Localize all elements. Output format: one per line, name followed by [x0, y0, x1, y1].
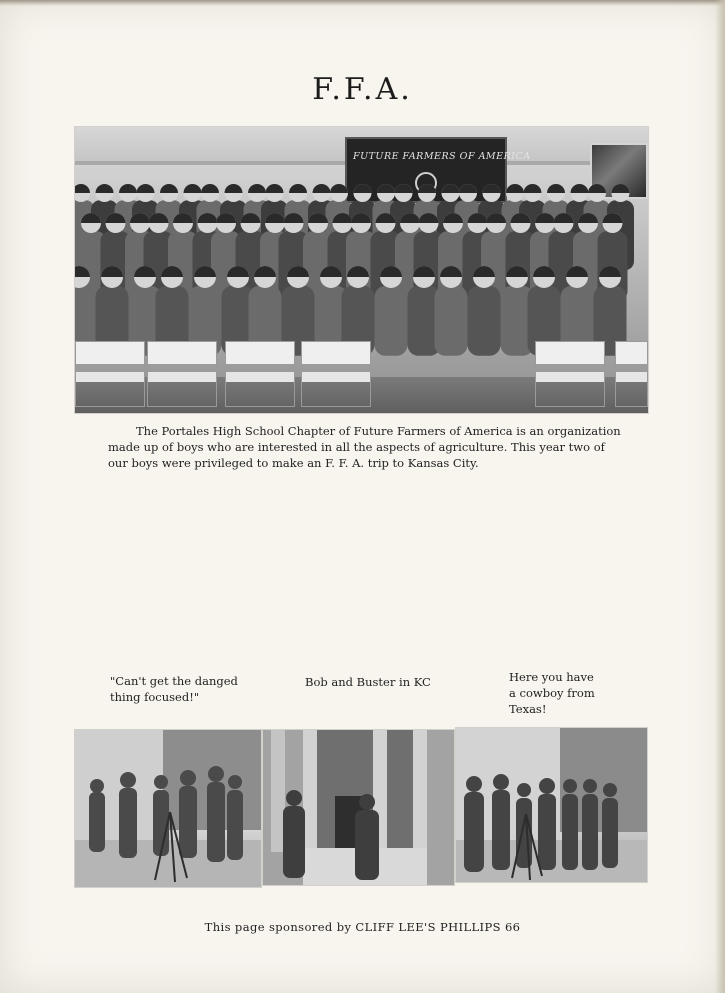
column: [413, 730, 427, 852]
student-hair: [459, 184, 477, 193]
student-hair: [184, 184, 202, 193]
page-title: F.F.A.: [312, 72, 413, 107]
student-hair: [201, 184, 219, 193]
photo-kc-scene: [263, 730, 454, 885]
student-hair: [313, 184, 331, 193]
student-hair: [571, 184, 589, 193]
chapter-description: [108, 423, 628, 471]
photo-bob-and-buster: [263, 730, 454, 885]
student-hair: [266, 184, 284, 193]
student-hair: [289, 184, 307, 193]
column: [271, 730, 285, 852]
chair: [535, 341, 605, 407]
student-hair: [377, 184, 395, 193]
student-hair: [119, 184, 137, 193]
student-hair: [506, 184, 524, 193]
photo-caption-focus: [110, 673, 238, 705]
banner-text: FUTURE FARMERS OF AMERICA: [353, 151, 531, 162]
caption-line: Texas!: [509, 702, 547, 716]
caption-line: made up of boys who are interested in all the aspects of agriculture. This year two of: [108, 440, 605, 454]
student-hair: [612, 184, 630, 193]
caption-line: The Portales High School Chapter of Future Farmers of America is an organization: [136, 424, 621, 438]
caption-line: "Can't get the danged: [110, 674, 238, 688]
caption-line: Here you have: [509, 670, 594, 684]
student-hair: [524, 184, 542, 193]
student-hair: [248, 184, 266, 193]
caption-line: thing focused!": [110, 690, 200, 704]
student-hair: [75, 184, 90, 193]
student-hair: [354, 184, 372, 193]
student-hair: [330, 184, 348, 193]
student-hair: [160, 184, 178, 193]
photo-caption-cowboy: [509, 669, 595, 717]
chair: [75, 341, 145, 407]
photo-caption-kc: [305, 674, 431, 690]
student-hair: [96, 184, 114, 193]
sponsor-line: This page sponsored by CLIFF LEE'S PHILLIPS 66: [204, 920, 521, 934]
student-hair: [547, 184, 565, 193]
photo-cowboy: [456, 728, 647, 882]
chair: [225, 341, 295, 407]
caption-line: our boys were privileged to make an F. F. A. trip to Kansas City.: [108, 456, 479, 470]
photo-surveying: [75, 730, 261, 887]
student-hair: [442, 184, 460, 193]
chair: [615, 341, 648, 407]
student-hair: [395, 184, 413, 193]
photo-cowboy-scene: [456, 728, 647, 882]
row-of-chairs: [75, 341, 648, 413]
column: [303, 730, 317, 852]
caption-line: Bob and Buster in KC: [305, 675, 431, 689]
photo-surveying-scene: [75, 730, 261, 887]
chair: [147, 341, 217, 407]
chair: [301, 341, 371, 407]
student-hair: [225, 184, 243, 193]
student-hair: [137, 184, 155, 193]
group-photo: [75, 127, 648, 413]
caption-line: a cowboy from: [509, 686, 595, 700]
student-hair: [588, 184, 606, 193]
student-hair: [483, 184, 501, 193]
student-hair: [418, 184, 436, 193]
